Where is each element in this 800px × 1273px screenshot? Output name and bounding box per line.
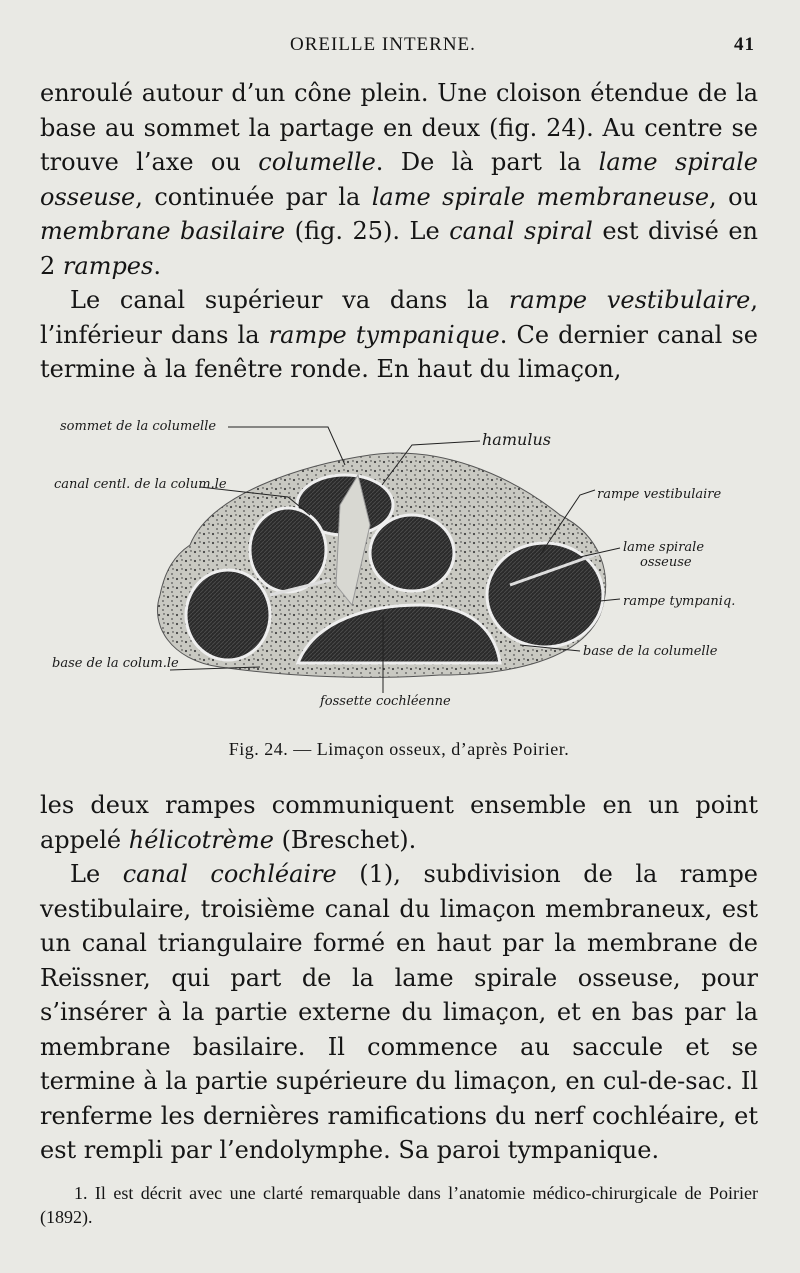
cavity-left-upper <box>250 508 326 592</box>
label-base-columelle-right: base de la columelle <box>583 644 718 659</box>
body-text-bottom <box>40 788 758 1168</box>
running-title: OREILLE INTERNE. <box>290 34 476 55</box>
label-hamulus: hamulus <box>482 430 551 449</box>
label-rampe-vestibulaire: rampe vestibulaire <box>597 487 722 502</box>
paragraph: Le canal supérieur va dans la rampe vestibulaire, l’inférieur dans la rampe tympanique. Ce dernier canal se termine à la fenêtre ronde. En haut du limaçon, <box>40 286 758 383</box>
label-fossette: fossette cochléenne <box>320 694 451 709</box>
label-lame-spirale: lame spirale <box>623 540 705 555</box>
footnote: 1. Il est décrit avec une clarté remarquable dans l’anatomie médico-chirurgicale de Poirier (1892). <box>40 1183 758 1227</box>
page-number: 41 <box>734 34 755 55</box>
label-canal-central: canal centl. de la colum.le <box>54 477 227 492</box>
figure-caption: Fig. 24. — Limaçon osseux, d’après Poirier. <box>228 739 570 759</box>
label-base-columelle-left: base de la colum.le <box>52 656 179 671</box>
label-rampe-tympanique: rampe tympaniq. <box>623 594 736 609</box>
cochlea-figure <box>40 405 760 725</box>
cochlea-illustration <box>40 405 760 725</box>
label-sommet: sommet de la columelle <box>60 419 217 434</box>
page-header <box>40 34 755 60</box>
cavity-left-lower <box>186 570 270 660</box>
body-text-top <box>40 76 758 387</box>
paragraph: enroulé autour d’un cône plein. Une cloison étendue de la base au sommet la partage en deux (fig. 24). Au centre se trouve l’axe ou columelle. De là part la lame spirale osseuse, continuée par la lame spirale membraneuse, ou membrane basilaire (fig. 25). Le canal spiral est divisé en 2 rampes. <box>40 79 759 280</box>
cavity-center <box>370 515 454 591</box>
label-osseuse: osseuse <box>640 555 692 570</box>
paragraph: les deux rampes communiquent ensemble en un point appelé hélicotrème (Breschet). <box>40 791 758 854</box>
paragraph: Le canal cochléaire (1), subdivision de la rampe vestibulaire, troisième canal du limaçon membraneux, est un canal triangulaire formé en haut par la membrane de Reïssner, qui part de la lame spirale osseuse, pour s’insérer à la partie externe du limaçon, et en bas par la membrane basilaire. Il commence au saccule et se termine à la partie supérieure du limaçon, en cul-de-sac. Il renferme les dernières ramifications du nerf cochléaire, et est rempli par l’endolymphe. Sa paroi tympanique. <box>40 860 759 1164</box>
